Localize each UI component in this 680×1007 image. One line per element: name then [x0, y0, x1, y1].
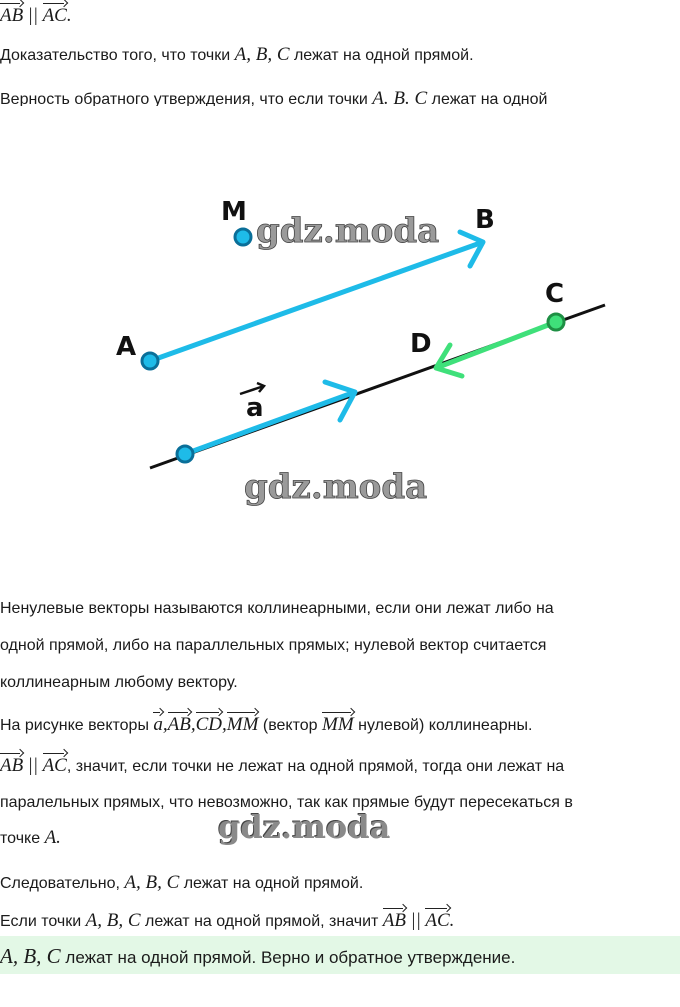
label-a: A [116, 332, 137, 362]
vector-ab-line [150, 242, 483, 361]
vector-cd-line [436, 322, 556, 368]
picture-vectors-line: На рисунке векторы a,AB,CD,MM (вектор MM нулевой) коллинеарны. [0, 711, 532, 736]
label-vector-a: a [246, 393, 264, 423]
definition-line-2: одной прямой, либо на параллельных прямых; нулевой вектор считается [0, 637, 547, 654]
label-b: B [475, 205, 495, 235]
vector-figure [0, 150, 680, 670]
parallel-argument-line: AB || AC, значит, если точки не лежат на одной прямой, тогда они лежат на [0, 752, 564, 777]
vector-AB: AB [0, 2, 23, 27]
vector-MM-zero: MM [322, 711, 354, 736]
vector-CD-inline: CD [196, 711, 222, 736]
text-line-converse: Верность обратного утверждения, что если точки A. B. C лежат на одной [0, 88, 548, 106]
impossible-line: паралельных прямых, что невозможно, так как прямые будут пересекаться в [0, 794, 573, 811]
watermark-figure-bottom: gdz.moda [244, 467, 428, 507]
point-m [235, 229, 251, 245]
point-c [548, 314, 564, 330]
definition-line-1: Ненулевые векторы называются коллинеарными, если они лежат либо на [0, 600, 554, 617]
answer-line: A, B, C лежат на одной прямой. Верно и обратное утверждение. [0, 944, 516, 968]
label-m: M [221, 197, 247, 227]
vector-a-inline: a [153, 711, 163, 736]
vector-AB-inline: AB [168, 711, 191, 736]
definition-line-3: коллинеарным любому вектору. [0, 674, 238, 691]
watermark-text: gdz.moda [218, 808, 391, 846]
label-c: C [545, 279, 565, 309]
text-line-proof: Доказательство того, что точки A, B, C лежат на одной прямой. [0, 44, 474, 65]
text-line-parallel: AB || AC. [0, 2, 72, 27]
point-a [142, 353, 158, 369]
watermark-figure-top: gdz.moda [256, 211, 440, 251]
vector-a-line [185, 392, 355, 454]
label-d: D [410, 329, 432, 359]
converse-line: Если точки A, B, C лежат на одной прямой, значит AB || AC. [0, 907, 454, 932]
vector-a-start-point [177, 446, 193, 462]
vector-MM-inline: MM [227, 711, 259, 736]
point-a-line: точке A. [0, 827, 61, 848]
conclusion-line: Следовательно, A, B, C лежат на одной прямой. [0, 872, 364, 893]
vector-AC: AC [43, 2, 67, 27]
